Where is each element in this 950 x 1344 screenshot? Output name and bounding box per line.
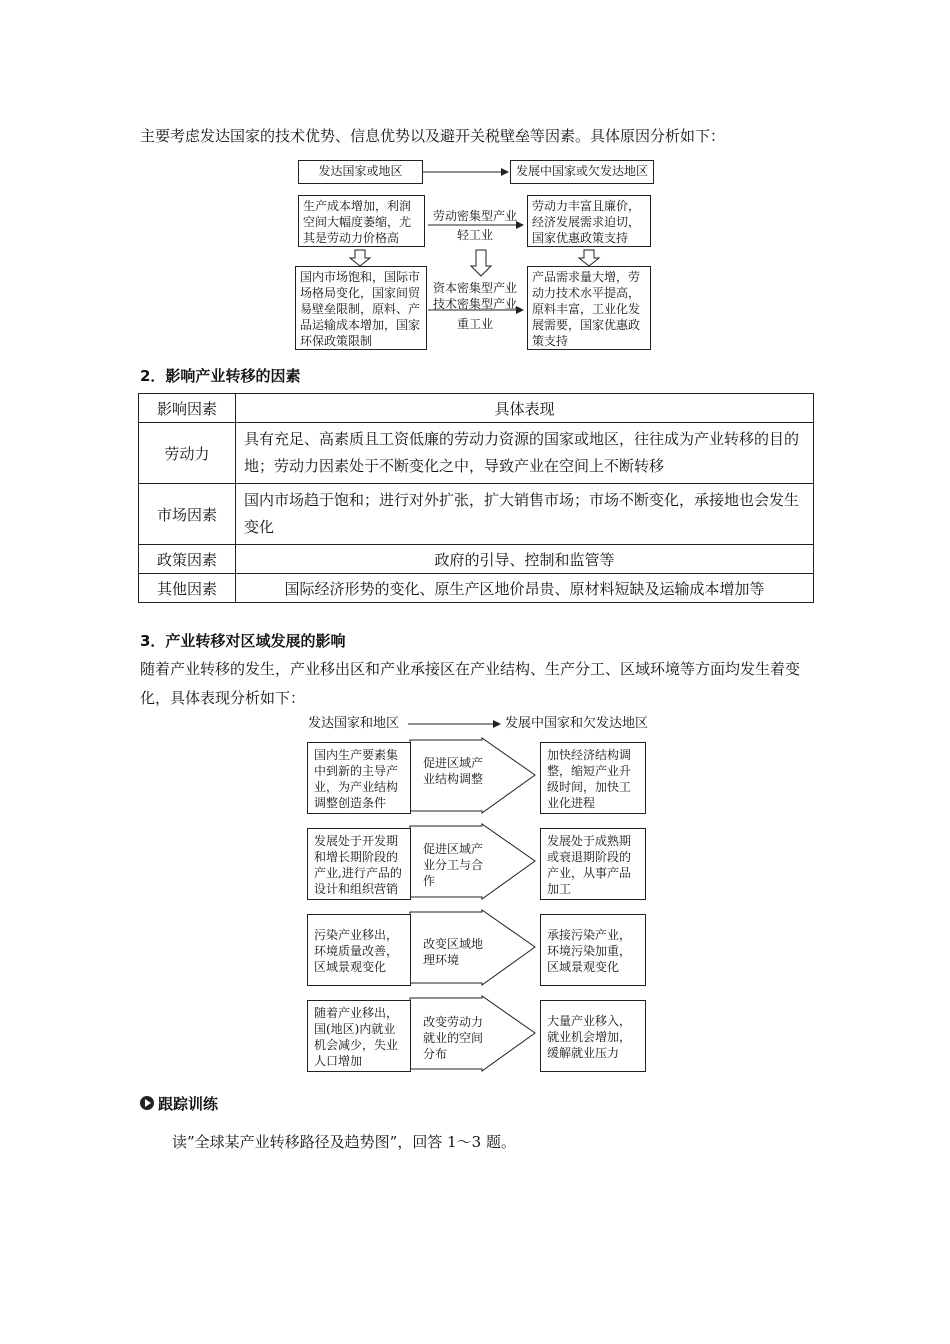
play-circle-icon [140,1096,154,1110]
table-row [139,545,814,574]
table-cell-factor: 劳动力 [139,423,236,484]
practice-title: 跟踪训练 [158,1095,219,1113]
d1-left-top: 发达国家或地区 [298,160,423,184]
practice-question: 读”全球某产业转移路径及趋势图”，回答 1～3 题。 [172,1133,516,1151]
d2-row2-mid: 促进区域产业分工与合作 [423,842,484,888]
d2-row2-left: 发展处于开发期和增长期阶段的产业,进行产品的设计和组织营销 [307,828,411,900]
table-header-cell: 具体表现 [236,394,814,423]
d1-center-bottom-3: 重工业 [456,317,493,331]
d2-row1-mid: 促进区域产业结构调整 [423,756,484,786]
d2-row4-right: 大量产业移入，就业机会增加，缓解就业压力 [540,1000,646,1072]
d1-center-bottom-2: 技术密集型产业 [432,297,517,311]
d2-row1-right: 加快经济结构调整，缩短产业升级时间，加快工业化进程 [540,742,646,814]
d2-row1-left: 国内生产要素集中到新的主导产业，为产业结构调整创造条件 [307,742,411,814]
section3-title: 3．产业转移对区域发展的影响 [140,632,346,650]
d2-row4-left: 随着产业移出，国(地区)内就业机会减少，失业人口增加 [307,1000,411,1072]
table-cell-factor: 其他因素 [139,574,236,603]
table-header-cell: 影响因素 [139,394,236,423]
d2-row3-right: 承接污染产业，环境污染加重，区域景观变化 [540,914,646,986]
table-cell-detail: 政府的引导、控制和监管等 [236,545,814,574]
down-arrow-center [471,250,491,276]
section3-text: 随着产业转移的发生，产业移出区和产业承接区在产业结构、生产分工、区域环境等方面均发生着变化，具体表现分析如下： [140,660,801,707]
d2-row3-mid: 改变区域地理环境 [423,937,484,967]
table-cell-factor: 市场因素 [139,484,236,545]
intro-text: 主要考虑发达国家的技术优势、信息优势以及避开关税壁垒等因素。具体原因分析如下： [140,127,726,145]
section2-title: 2．影响产业转移的因素 [140,367,301,385]
factors-table [138,393,814,603]
d1-center-mid-1: 劳动密集型产业 [432,209,517,223]
table-row [139,423,814,484]
table-row [139,484,814,545]
d2-row3-left: 污染产业移出，环境质量改善，区域景观变化 [307,914,411,986]
table-cell-detail: 国内市场趋于饱和；进行对外扩张，扩大销售市场；市场不断变化，承接地也会发生变化 [236,484,814,545]
d2-left-header: 发达国家和地区 [308,716,400,731]
table-row [139,574,814,603]
d1-center-bottom-1: 资本密集型产业 [432,281,517,295]
d1-left-mid: 生产成本增加，利润空间大幅度萎缩，尤其是劳动力价格高 [298,195,425,247]
table-cell-factor: 政策因素 [139,545,236,574]
d1-left-bottom: 国内市场饱和，国际市场格局变化，国家间贸易壁垒限制，原料、产品运输成本增加，国家环保政策限制 [295,266,427,350]
down-arrow-right [579,250,599,266]
d1-right-mid: 劳动力丰富且廉价，经济发展需求迫切，国家优惠政策支持 [527,195,651,247]
d2-right-header: 发展中国家和欠发达地区 [505,716,649,731]
table-cell-detail: 国际经济形势的变化、原生产区地价昂贵、原材料短缺及运输成本增加等 [236,574,814,603]
table-cell-detail: 具有充足、高素质且工资低廉的劳动力资源的国家或地区，往往成为产业转移的目的地；劳动力因素处于不断变化之中，导致产业在空间上不断转移 [236,423,814,484]
d2-row4-mid: 改变劳动力就业的空间分布 [423,1015,484,1061]
d1-right-bottom: 产品需求量大增，劳动力技术水平提高，原料丰富，工业化发展需要，国家优惠政策支持 [527,266,651,350]
d2-row2-right: 发展处于成熟期或衰退期阶段的产业，从事产品加工 [540,828,646,900]
d1-right-top: 发展中国家或欠发达地区 [510,160,654,184]
d1-center-mid-2: 轻工业 [456,228,493,242]
down-arrow-left [350,250,370,266]
table-header-row [139,394,814,423]
